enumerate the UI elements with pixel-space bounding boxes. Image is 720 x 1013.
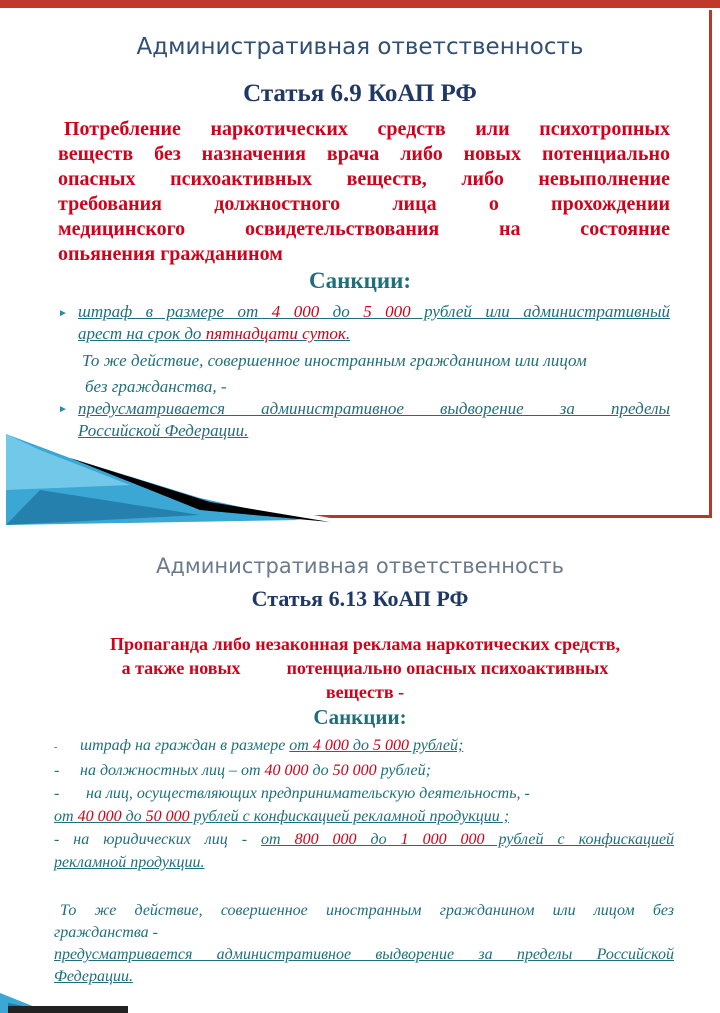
fine-text: . [345, 324, 351, 343]
legal-line [54, 828, 674, 851]
entrepreneurs-amount-line [54, 805, 674, 828]
amount: 800 000 [294, 831, 357, 848]
slide1-heading: Административная ответственность [136, 34, 584, 60]
foreigner-line: без гражданства, - [85, 377, 227, 396]
text: рублей; [376, 762, 431, 779]
amount: 1 000 000 [400, 831, 485, 848]
dash: - [54, 762, 60, 779]
dash: - [54, 742, 58, 753]
text: от [54, 808, 78, 825]
text: рублей с конфискацией [484, 831, 675, 848]
desc-line: опьянения гражданином [58, 243, 283, 265]
text: на должностных лиц – от [80, 762, 265, 779]
text: до [348, 737, 373, 754]
slide1-sanctions-title: Санкции: [308, 268, 412, 293]
text: на лиц, осуществляющих предпринимательскую деятельность, - [86, 785, 530, 802]
text: штраф на граждан в размере [80, 737, 290, 754]
text: рублей; [408, 737, 464, 754]
slide-article-6-13 [0, 538, 720, 1013]
desc-line: медицинского освидетельствования на состояние [58, 218, 670, 240]
text: до [121, 808, 146, 825]
expulsion-line: Российской Федерации. [78, 421, 249, 440]
text: до [356, 831, 401, 848]
dash: - [54, 785, 60, 802]
fine-from: 4 000 [271, 302, 320, 321]
slide1-fine [78, 301, 670, 345]
desc-line: а также новых [121, 658, 241, 678]
fine-text: рублей или административный [410, 302, 671, 321]
slide1-description [58, 117, 670, 267]
slide-separator [0, 525, 720, 538]
amount: 40 000 [77, 808, 122, 825]
text: от [261, 831, 295, 848]
expulsion-line: предусматривается административное выдворение за пределы [78, 399, 670, 418]
bullet-arrow-icon: ► [58, 308, 68, 319]
desc-line: потенциально опасных психоактивных [286, 658, 609, 678]
desc-line: веществ - [325, 682, 405, 702]
slide2-sanctions-list [54, 734, 674, 874]
entrepreneurs-line [54, 782, 674, 805]
expulsion-line: предусматривается административное выдворение за пределы Российской [54, 946, 674, 963]
desc-line: Потребление наркотических средств или психотропных [64, 118, 670, 140]
desc-line: веществ без назначения врача либо новых потенциально [58, 143, 670, 165]
slide2-description [50, 632, 680, 704]
fine-days: пятнадцати суток [205, 324, 346, 343]
foreigner-line: То же действие, совершенное иностранным гражданином или лицом без [60, 902, 674, 919]
text: от [289, 737, 313, 754]
fine-text: штраф в размере от [78, 302, 272, 321]
expulsion-line: Федерации. [54, 968, 133, 985]
slide2-heading: Административная ответственность [155, 554, 565, 578]
amount: 50 000 [145, 808, 190, 825]
top-bar [0, 0, 720, 8]
fine-text: арест на срок до [78, 324, 206, 343]
decorative-swoosh [0, 978, 140, 1013]
text: - на юридических лиц - [54, 831, 262, 848]
desc-line: опасных психоактивных веществ, либо невыполнение [58, 168, 670, 190]
legal-line2: рекламной продукции. [54, 854, 205, 871]
amount: 50 000 [332, 762, 377, 779]
text: до [308, 762, 333, 779]
amount: 4 000 [312, 737, 349, 754]
slide2-sanctions-title: Санкции: [313, 705, 407, 729]
desc-line: Пропаганда либо незаконная реклама наркотических средств, [109, 634, 621, 654]
foreigner-line: гражданства - [54, 924, 158, 941]
slide1-foreigner [82, 348, 672, 400]
text: рублей с конфискацией рекламной продукции ; [189, 808, 510, 825]
amount: 40 000 [264, 762, 309, 779]
foreigner-line: То же действие, совершенное иностранным гражданином или лицом [82, 351, 587, 370]
slide1-article-title: Статья 6.9 КоАП РФ [243, 80, 477, 107]
officials-line [54, 759, 674, 782]
citizens-line [54, 734, 674, 759]
fine-text: до [319, 302, 364, 321]
fine-to: 5 000 [363, 302, 411, 321]
amount: 5 000 [372, 737, 409, 754]
bullet-arrow-icon: ► [58, 404, 68, 415]
slide2-foreigner [54, 900, 674, 988]
desc-line: требования должностного лица о прохождении [58, 193, 670, 215]
slide2-article-title: Статья 6.13 КоАП РФ [251, 586, 469, 611]
decorative-swoosh [0, 430, 400, 525]
